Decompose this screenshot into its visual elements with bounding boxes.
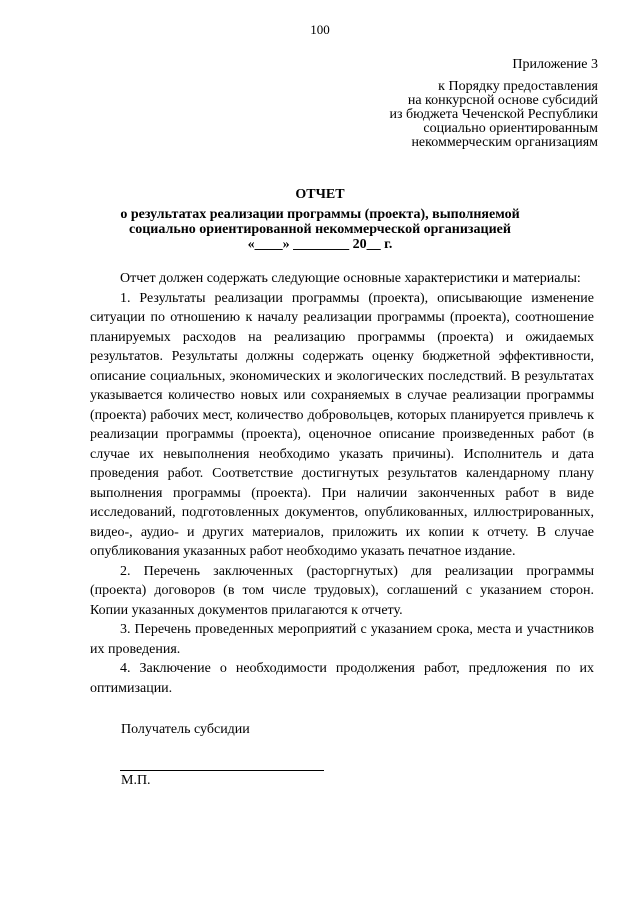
appendix-line: социально ориентированным xyxy=(423,121,598,136)
report-body xyxy=(90,269,594,698)
signature-line xyxy=(120,770,324,771)
page-number: 100 xyxy=(310,22,330,37)
item-paragraph-3: 3. Перечень проведенных мероприятий с указанием срока, места и участников их проведения. xyxy=(90,622,594,657)
appendix-line: из бюджета Чеченской Республики xyxy=(389,107,598,122)
appendix-title: Приложение 3 xyxy=(512,57,598,72)
report-title-block xyxy=(100,187,540,252)
appendix-block xyxy=(298,58,598,150)
item-paragraph-4: 4. Заключение о необходимости продолжения работ, предложения по их оптимизации. xyxy=(90,661,594,696)
item-paragraph-2: 2. Перечень заключенных (расторгнутых) для реализации программы (проекта) договоров (в том числе трудовых), соглашений с указанием сторон. Копии указанных документов прилагаются к отчету. xyxy=(90,563,594,618)
appendix-line: к Порядку предоставления xyxy=(438,79,598,94)
appendix-line: на конкурсной основе субсидий xyxy=(407,93,598,108)
report-heading: ОТЧЕТ xyxy=(295,187,345,202)
intro-paragraph: Отчет должен содержать следующие основные характеристики и материалы: xyxy=(120,271,581,286)
report-date-line: «____» ________ 20__ г. xyxy=(247,237,393,252)
appendix-line: некоммерческим организациям xyxy=(411,135,598,150)
stamp-label: М.П. xyxy=(121,773,151,788)
report-subtitle-line: о результатах реализации программы (проекта), выполняемой xyxy=(120,207,520,222)
report-subtitle-line: социально ориентированной некоммерческой организацией xyxy=(129,222,511,237)
signature-label: Получатель субсидии xyxy=(121,722,250,737)
item-paragraph-1: 1. Результаты реализации программы (проекта), описывающие изменение ситуации по отношению к началу реализации программы (проекта), соотношение планируемых расходов на реализацию программы (проекта) и ожидаемых результатов. Результаты должны содержать оценку бюджетной эффективности, описание социальных, экономических и экологических последствий. В результатах указывается количество новых или сохраняемых в случае реализации программы (проекта) рабочих мест, количество добровольцев, которых планируется привлечь к реализации программы (проекта), оценочное описание произведенных работ (в случае их невыполнения необходимо указать причины). Исполнитель и дата проведения работ. Соответствие достигнутых результатов календарному плану выполнения программы (проекта). При наличии законченных работ в виде исследований, подготовленных документов, опубликованных, иллюстрированных, видео-, аудио- и других материалов, приложить их копии к отчету. В случае опубликования указанных работ необходимо указать печатное издание. xyxy=(90,290,594,559)
